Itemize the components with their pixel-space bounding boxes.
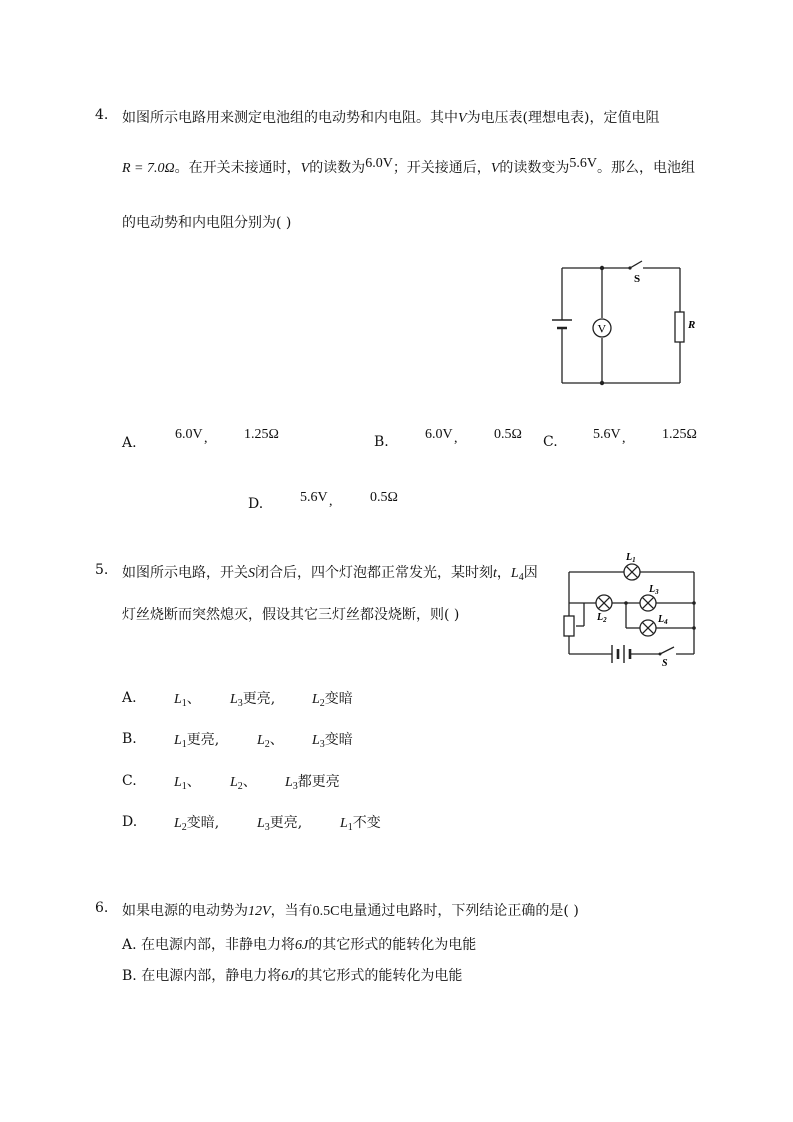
r-equation: R = 7.0Ω	[122, 161, 175, 176]
q6-number: 6.	[95, 900, 109, 916]
junction-dot	[600, 381, 604, 385]
switch-label: S	[634, 273, 641, 285]
q5-number: 5.	[95, 562, 109, 578]
q4-line-3: 的电动势和内电阻分别为( )	[122, 215, 292, 231]
q6-line-1: 如果电源的电动势为12V，当有0.5C电量通过电路时，下列结论正确的是( )	[122, 903, 579, 919]
q6-option-a[interactable]: A. 在电源内部，非静电力将6J的其它形式的能转化为电能	[122, 937, 477, 953]
q4-line-1: 如图所示电路用来测定电池组的电动势和内电阻。其中V为电压表(理想电表)，定值电阻	[122, 110, 660, 126]
q5-line-1: 如图所示电路，开关S闭合后，四个灯泡都正常发光，某时刻t，$L_4$因	[122, 565, 538, 583]
q4-line-2: R = 7.0Ω。在开关未接通时，V的读数为6.0V；开关接通后，V的读数变为5.6V。那么，电池组	[122, 156, 695, 176]
q4-circuit-diagram	[548, 256, 698, 388]
resistor-label: R	[688, 319, 696, 331]
lamp-l1-label: $L_1$	[626, 552, 636, 564]
voltmeter-label: V	[597, 321, 607, 336]
q5-circuit-diagram	[556, 548, 701, 666]
lamp-l2-label: $L_2$	[597, 612, 607, 624]
q5-line-2: 灯丝烧断而突然熄灭，假设其它三灯丝都没烧断，则( )	[122, 607, 460, 623]
junction-dot	[600, 266, 604, 270]
lamp-l4-label: $L_4$	[658, 614, 668, 626]
reading-open: 6.0V	[365, 156, 393, 171]
switch-label: S	[662, 658, 668, 666]
lamp-l3-label: $L_3$	[649, 584, 659, 596]
q6-option-b[interactable]: B. 在电源内部，静电力将6J的其它形式的能转化为电能	[122, 968, 463, 984]
reading-closed: 5.6V	[569, 156, 597, 171]
v-symbol: V	[458, 111, 467, 126]
q4-number: 4.	[95, 107, 109, 123]
